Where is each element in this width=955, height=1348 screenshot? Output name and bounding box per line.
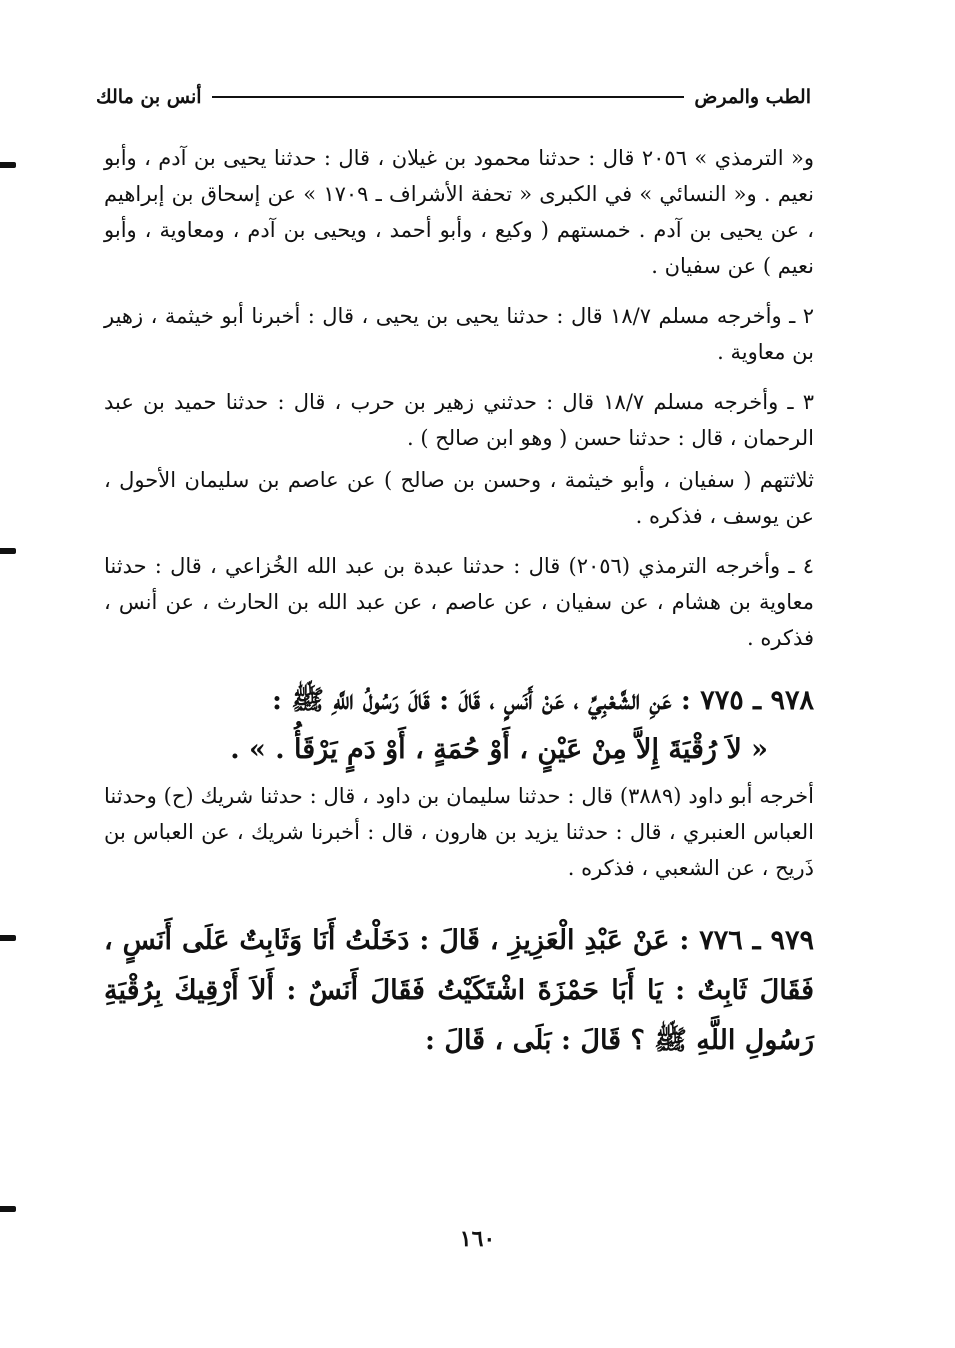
page-body [104, 140, 814, 1066]
footnote-paragraph: ثلاثتهم ( سفيان ، وأبو خيثمة ، وحسن بن صالح ) عن عاصم بن سليمان الأحول ، عن يوسف ، فذكره . [104, 468, 814, 528]
footnote-paragraph: و« الترمذي » ٢٠٥٦ قال : حدثنا محمود بن غيلان ، قال : حدثنا يحيى بن آدم ، وأبو نعيم . و« النسائي » في الكبرى « تحفة الأشراف ـ ١٧٠٩ » عن إسحاق بن إبراهيم ، عن يحيى بن آدم . خمستهم ( وكيع ، وأبو أحمد ، ويحيى بن آدم ، ومعاوية ، وأبو نعيم ) عن سفيان . [104, 146, 814, 278]
running-header [96, 80, 811, 114]
page-number: ١٦٠ [459, 1226, 496, 1252]
scan-mark [0, 162, 16, 168]
scan-mark [0, 935, 16, 941]
scan-mark [0, 548, 16, 554]
footnote-paragraph: أخرجه أبو داود (٣٨٨٩) قال : حدثنا سليمان بن داود ، قال : حدثنا شريك (ح) وحدثنا العباس العنبري ، قال : حدثنا يزيد بن هارون ، قال : أخبرنا شريك ، عن العباس بن ذَريح ، عن الشعبي ، فذكره . [104, 784, 814, 880]
footnote-paragraph: ٣ ـ وأخرجه مسلم ١٨/٧ قال : حدثني زهير بن حرب ، قال : حدثنا حميد بن عبد الرحمان ، قال : حدثنا حسن ( وهو ابن صالح ) . [104, 390, 814, 450]
footnote-paragraph: ٤ ـ وأخرجه الترمذي (٢٠٥٦) قال : حدثنا عبدة بن عبد الله الخُزاعي ، قال : حدثنا معاوية بن هشام ، عن سفيان ، عن عاصم ، عن عبد الله بن الحارث ، عن أنس ، فذكره . [104, 554, 814, 650]
scan-mark [0, 1206, 16, 1212]
hadith-978: ٩٧٨ ـ ٧٧٥ : عَنِ الشَّعْبِيِّ ، عَنْ أَنَسٍ ، قَالَ : قَالَ رَسُولُ اللَّهِ ﷺ : [272, 685, 814, 716]
header-rule [212, 96, 685, 98]
book-title: الطب والمرض [694, 86, 811, 108]
hadith-979: ٩٧٩ ـ ٧٧٦ : عَنْ عَبْدِ الْعَزِيزِ ، قَالَ : دَخَلْتُ أَنَا وَثَابِتٌ عَلَى أَنَسٍ ، فَقَالَ ثَابِتٌ : يَا أَبَا حَمْزَةَ اشْتَكَيْتُ فَقَالَ أَنَسٌ : أَلاَ أَرْقِيكَ بِرُقْيَةِ رَسُولِ اللَّهِ ﷺ ؟ قَالَ : بَلَى ، قَالَ : [104, 925, 814, 1056]
footnote-paragraph: ٢ ـ وأخرجه مسلم ١٨/٧ قال : حدثنا يحيى بن يحيى ، قال : أخبرنا أبو خيثمة ، زهير بن معاوية . [104, 304, 814, 364]
chapter-author: أنس بن مالك [96, 86, 202, 108]
hadith-978-saying: « لاَ رُقْيَةَ إِلاَّ مِنْ عَيْنٍ ، أَوْ حُمَةٍ ، أَوْ دَمٍ يَرْقَأُ . » . [230, 734, 768, 765]
